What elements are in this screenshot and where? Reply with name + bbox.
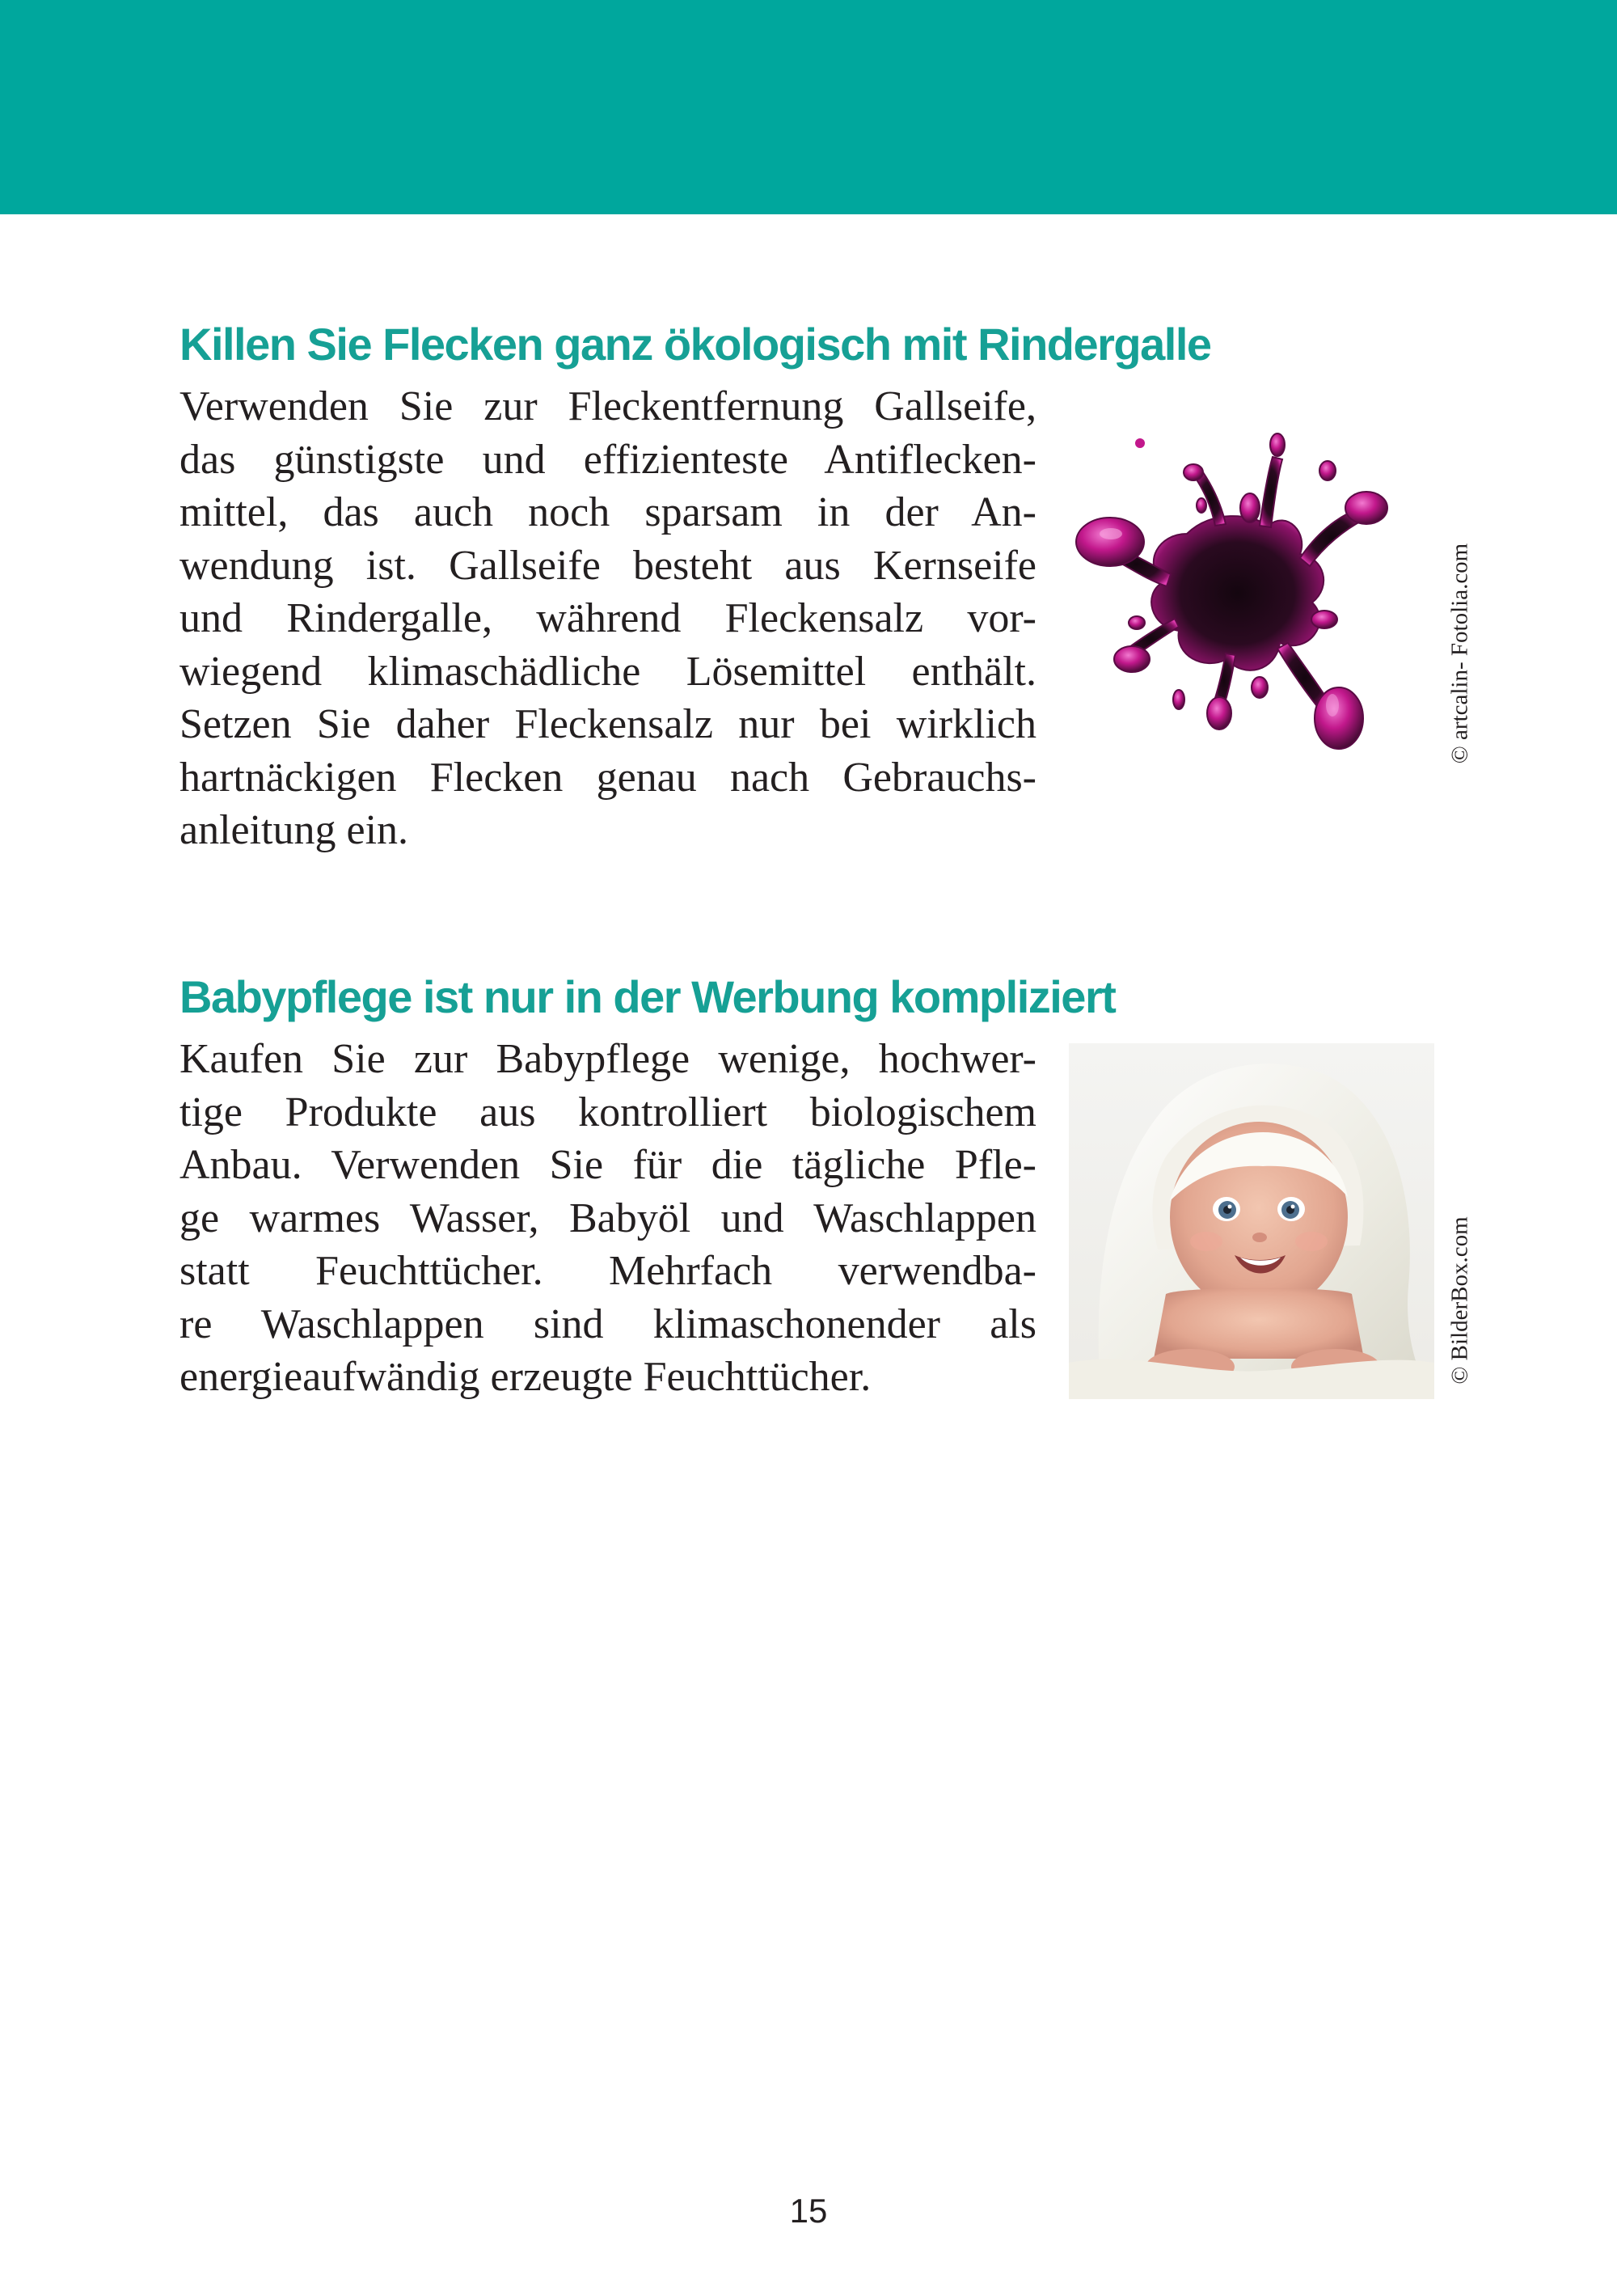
credit-text: © artcalin- Fotolia.com bbox=[1446, 543, 1473, 764]
text-line: re Waschlappen sind klimaschonender als bbox=[179, 1300, 1036, 1347]
text-line: hartnäckigen Flecken genau nach Gebrauchs- bbox=[179, 754, 1036, 801]
text-line: statt Feuchttücher. Mehrfach verwendba- bbox=[179, 1248, 1036, 1294]
text-line: ge warmes Wasser, Babyöl und Waschlappen bbox=[179, 1195, 1036, 1241]
section-heading-stains: Killen Sie Flecken ganz ökologisch mit Rindergalle bbox=[179, 319, 1211, 370]
text-line: anleitung ein. bbox=[179, 807, 409, 853]
text-line: Anbau. Verwenden Sie für die tägliche Pfle- bbox=[179, 1142, 1036, 1188]
page-number: 15 bbox=[789, 2192, 828, 2230]
text-line: energieaufwändig erzeugte Feuchttücher. bbox=[179, 1354, 872, 1400]
text-line: das günstigste und effizienteste Antiflecken- bbox=[179, 436, 1036, 483]
text-line: tige Produkte aus kontrolliert biologischem bbox=[179, 1089, 1036, 1135]
credit-text: © BilderBox.com bbox=[1446, 1216, 1473, 1385]
text-line: Setzen Sie daher Fleckensalz nur bei wirklich bbox=[179, 701, 1036, 747]
header-band bbox=[0, 0, 1617, 214]
text-line: mittel, das auch noch sparsam in der An- bbox=[179, 489, 1036, 535]
text-line: Kaufen Sie zur Babypflege wenige, hochwer- bbox=[179, 1036, 1036, 1082]
section-heading-babycare: Babypflege ist nur in der Werbung kompliziert bbox=[179, 971, 1116, 1022]
paragraph-stains bbox=[179, 380, 1036, 857]
text-line: wendung ist. Gallseife besteht aus Kernseife bbox=[179, 542, 1036, 589]
text-line: Verwenden Sie zur Fleckentfernung Gallseife, bbox=[179, 383, 1036, 429]
paragraph-babycare bbox=[179, 1033, 1036, 1404]
text-line: wiegend klimaschädliche Lösemittel enthält. bbox=[179, 648, 1036, 695]
ink-splash-image bbox=[1066, 412, 1405, 772]
text-line: und Rindergalle, während Fleckensalz vor- bbox=[179, 595, 1036, 641]
baby-photo bbox=[1069, 1043, 1434, 1399]
